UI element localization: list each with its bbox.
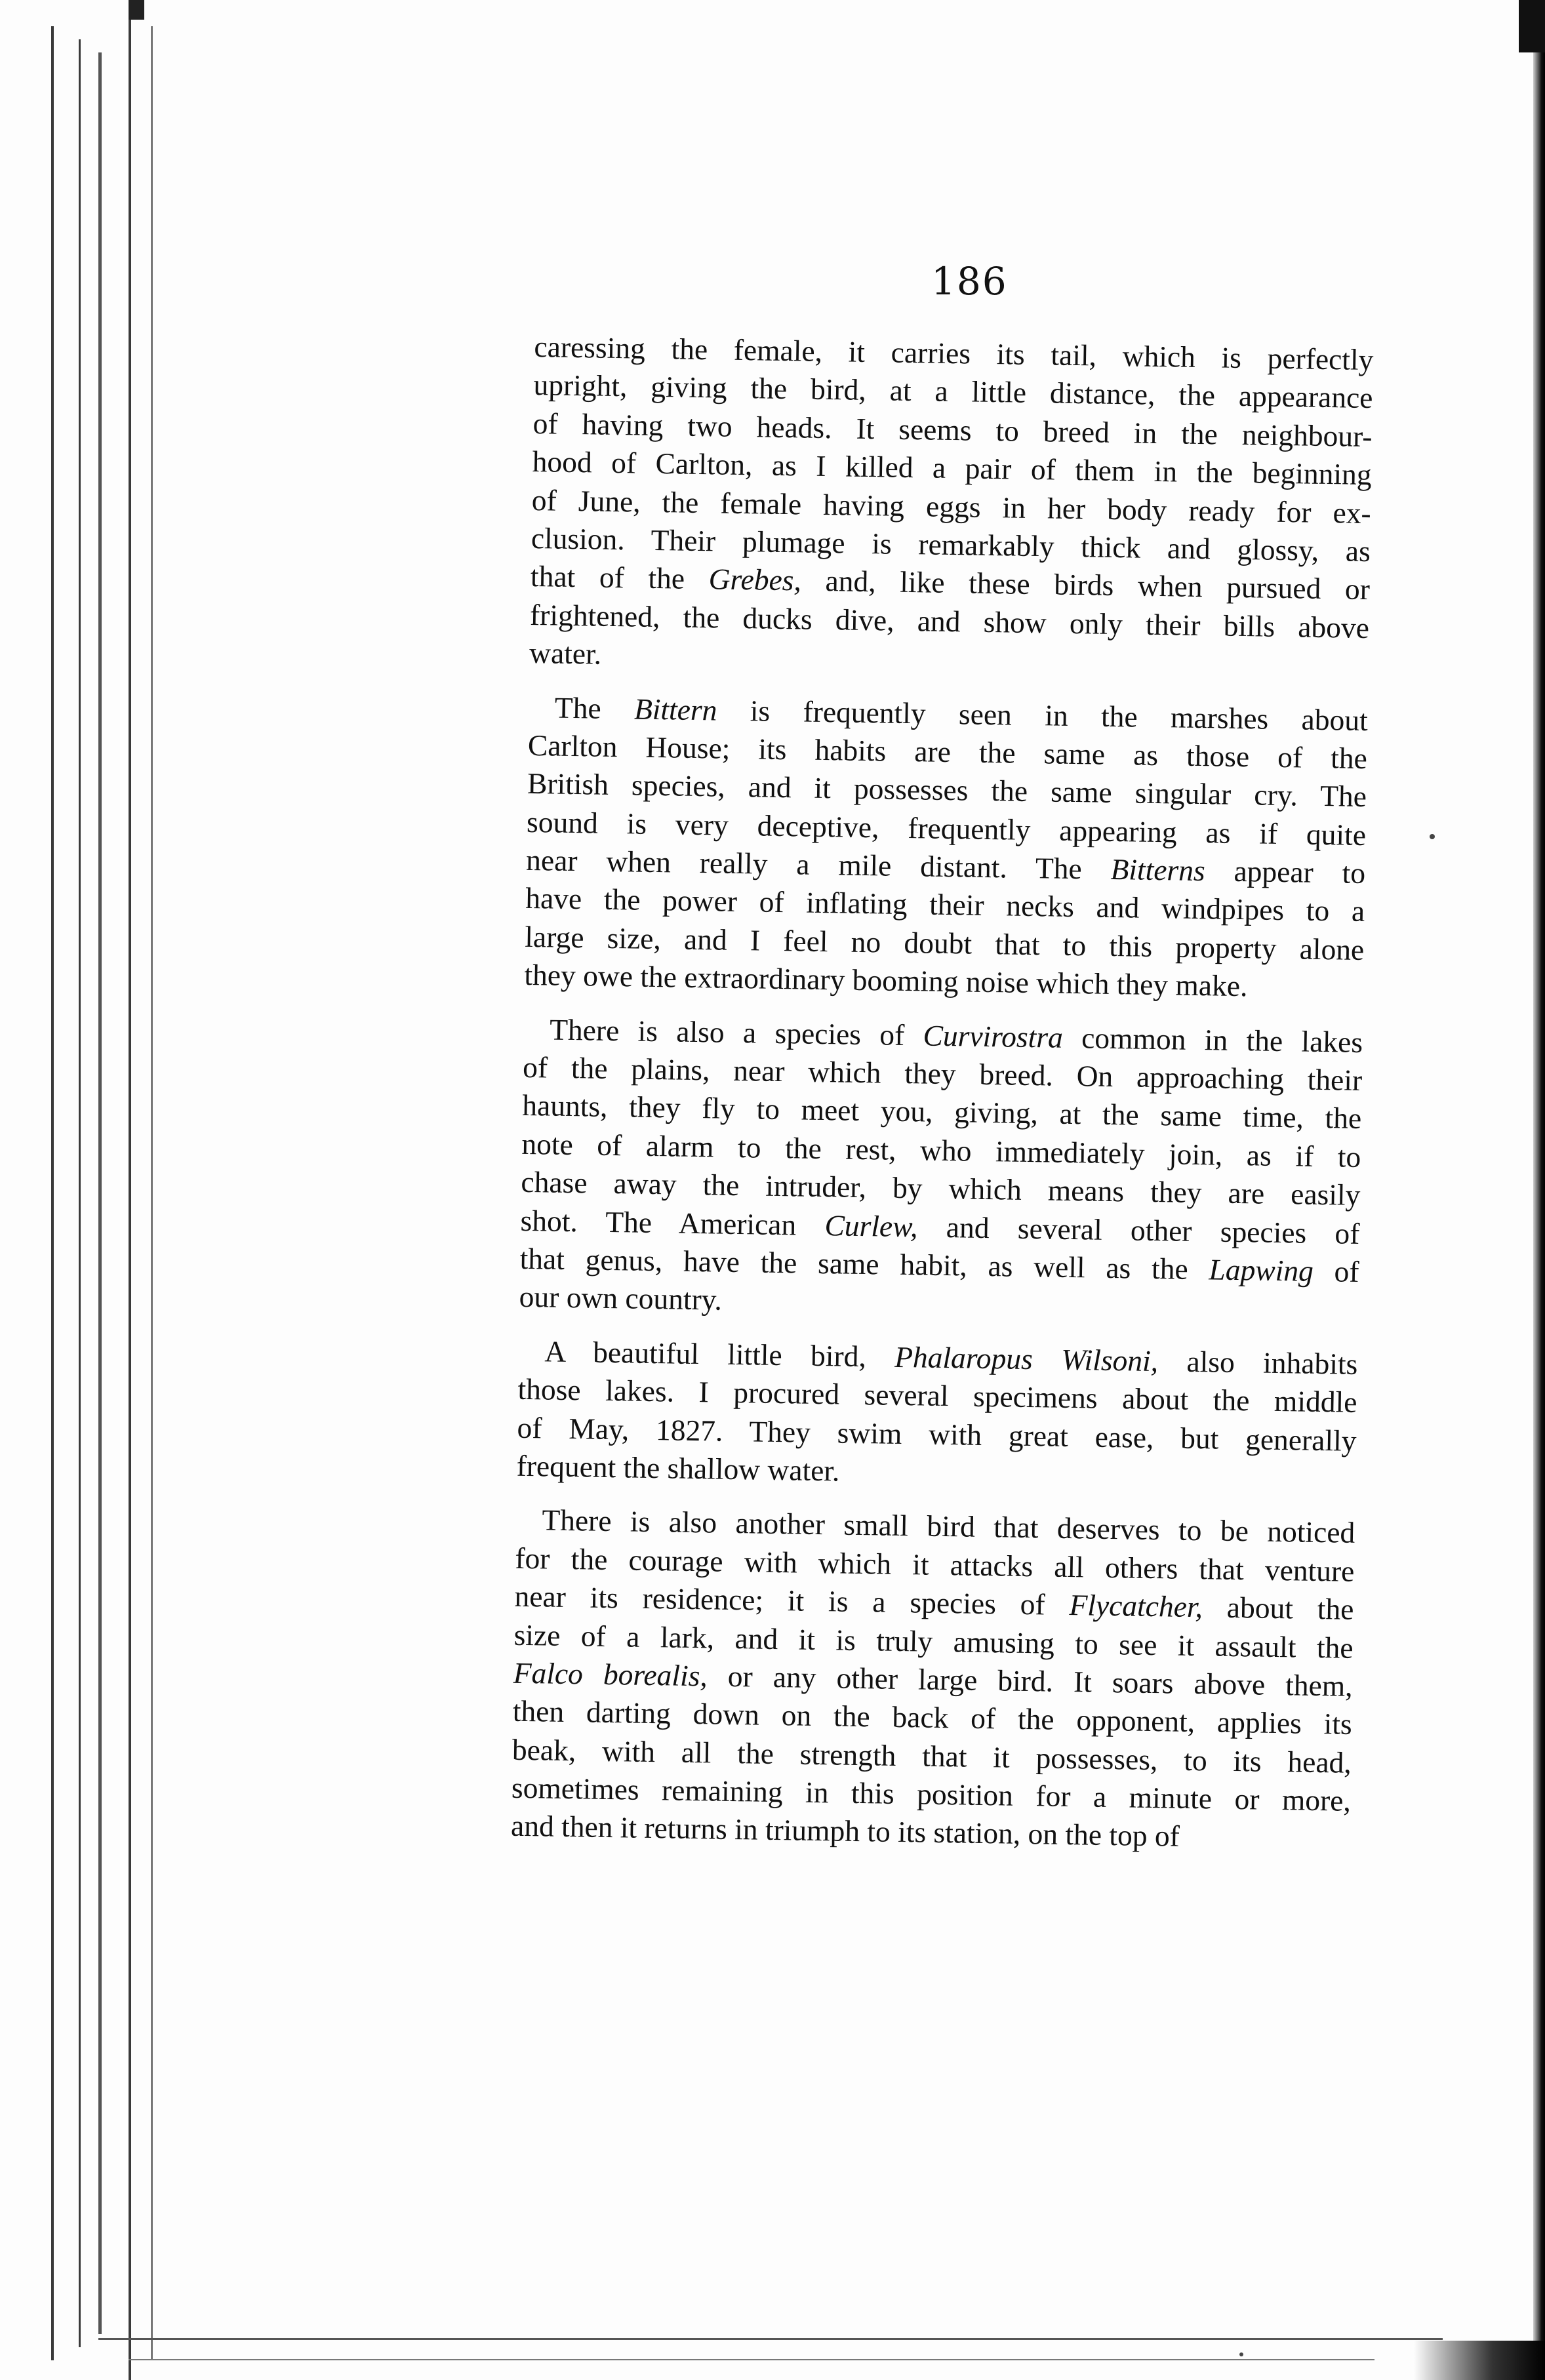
italic-term: Falco borealis, [513, 1656, 708, 1693]
text-run: shot. The American [520, 1203, 825, 1242]
paragraph [529, 328, 1374, 686]
text-run: upright, giving the bird, at a little distance, the appearance [533, 368, 1373, 415]
italic-term: Phalaropus Wilsoni, [894, 1339, 1159, 1378]
text-run: and, like these birds when pursued or [801, 563, 1371, 606]
book-binding-edge [1533, 0, 1545, 2380]
book-binding-edge [1519, 0, 1545, 52]
text-run: sometimes remaining in this position for a minute or more, [511, 1770, 1352, 1817]
text-run: is frequently seen in the marshes about [717, 692, 1369, 737]
scan-artifact [129, 0, 144, 20]
scan-speck [1239, 2352, 1243, 2356]
text-run: of having two heads. It seems to breed in the neighbour- [532, 406, 1373, 453]
text-run: that of the [530, 559, 710, 596]
text-run: British species, and it possesses the same singular cry. The [527, 766, 1367, 814]
text-run: haunts, they fly to meet you, giving, at the same time, the [521, 1088, 1362, 1136]
text-run: our own country. [519, 1280, 723, 1317]
body-text [511, 328, 1374, 1859]
italic-term: Curlew, [824, 1208, 918, 1243]
text-run: then darting down on the back of the opponent, applies its [512, 1694, 1353, 1741]
text-run: size of a lark, and it is truly amusing to see it assault the [513, 1617, 1354, 1665]
text-run: chase away the intruder, by which means they are easily [521, 1165, 1361, 1212]
text-run: clusion. Their plumage is remarkably thick and glossy, as [531, 521, 1371, 568]
page-number: 186 [931, 259, 1008, 304]
scan-speck [1430, 834, 1435, 839]
text-run: Carlton House; its habits are the same as those of the [527, 728, 1368, 775]
page-edge [51, 26, 54, 2360]
italic-term: Bittern [633, 691, 717, 726]
text-run: of the plains, near which they breed. On approaching their [522, 1050, 1363, 1097]
text-run: caressing the female, it carries its tail, which is perfectly [534, 329, 1374, 377]
paragraph [516, 1332, 1358, 1499]
text-run: have the power of inflating their necks and windpipes to a [525, 881, 1365, 928]
text-run: that genus, have the same habit, as well as the [519, 1241, 1209, 1286]
page-edge [151, 26, 153, 2360]
text-run: There is also another small bird that deserves to be noticed [542, 1503, 1355, 1550]
text-run: for the courage with which it attacks all others that venture [515, 1541, 1355, 1588]
book-binding-edge [1414, 2341, 1545, 2380]
text-run: sound is very deceptive, frequently appearing as if quite [526, 804, 1367, 852]
page-edge-bottom [98, 2338, 1443, 2340]
page-edge [98, 52, 102, 2334]
italic-term: Flycatcher, [1069, 1588, 1203, 1624]
text-run: and then it returns in triumph to its station, on the top of [510, 1809, 1180, 1854]
text-run: near its residence; it is a species of [514, 1579, 1070, 1622]
text-run: appear to [1205, 854, 1366, 890]
text-run: of June, the female having eggs in her body ready for ex- [531, 483, 1372, 530]
text-run: they owe the extraordinary booming noise which they make. [524, 958, 1248, 1003]
text-run: and several other species of [917, 1209, 1360, 1250]
page-edge [79, 39, 81, 2347]
text-run: hood of Carlton, as I killed a pair of them in the beginning [532, 445, 1373, 492]
text-run: common in the lakes [1062, 1020, 1363, 1059]
text-run: near when really a mile distant. The [525, 843, 1112, 886]
text-run: those lakes. I procured several specimens about the middle [517, 1372, 1357, 1419]
page-edge-bottom [129, 2359, 1374, 2360]
italic-term: Curvirostra [923, 1018, 1064, 1054]
text-run: frightened, the ducks dive, and show only their bills above [529, 597, 1370, 645]
page-edge [129, 0, 131, 2380]
text-run: or any other large bird. It soars above them, [707, 1659, 1354, 1703]
text-run: The [554, 690, 635, 725]
text-run: also inhabits [1157, 1343, 1358, 1381]
italic-term: Lapwing [1209, 1252, 1314, 1288]
paragraph [511, 1501, 1355, 1859]
text-run: water. [529, 636, 602, 671]
text-run: A beautiful little bird, [544, 1334, 895, 1374]
italic-term: Grebes, [708, 562, 802, 597]
text-run: There is also a species of [549, 1012, 924, 1052]
italic-term: Bitterns [1110, 852, 1206, 888]
paragraph [524, 688, 1368, 1007]
text-run: note of alarm to the rest, who immediately join, as if to [521, 1126, 1361, 1174]
text-run: frequent the shallow water. [516, 1448, 840, 1488]
text-run: of May, 1827. They swim with great ease, but generally [517, 1410, 1357, 1458]
text-run: about the [1202, 1590, 1354, 1626]
text-run: of [1313, 1254, 1359, 1288]
text-run: beak, with all the strength that it possesses, to its head, [512, 1732, 1352, 1779]
paragraph [519, 1010, 1363, 1330]
text-run: large size, and I feel no doubt that to this property alone [525, 919, 1365, 966]
